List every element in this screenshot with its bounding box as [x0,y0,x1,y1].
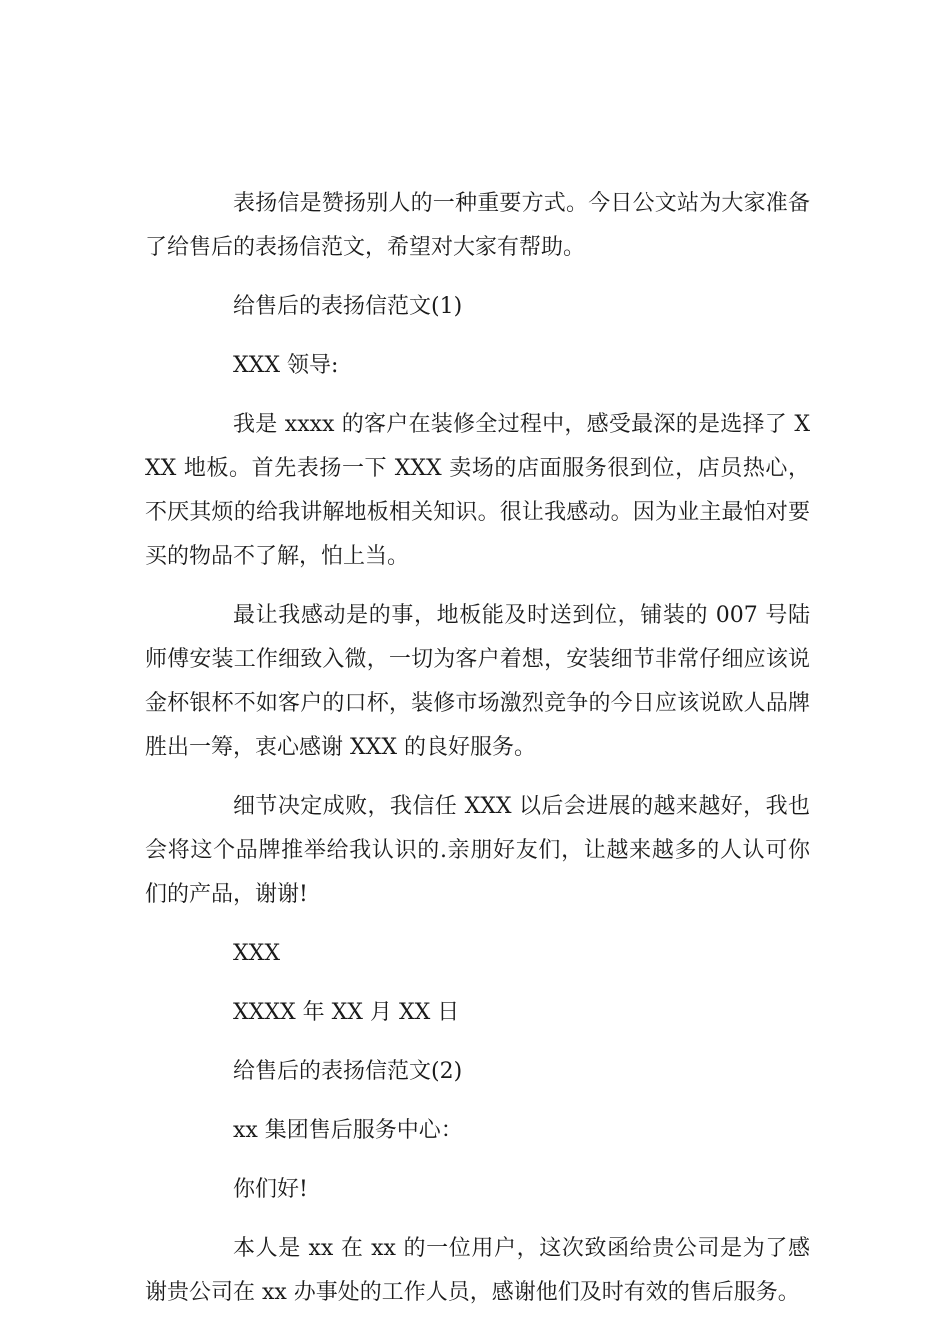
letter1-paragraph-3: 细节决定成败，我信任 XXX 以后会进展的越来越好，我也会将这个品牌推举给我认识的.亲朋好友们，让越来越多的人认可你们的产品，谢谢! [145,794,810,907]
letter1-salutation: XXX 领导: [233,353,339,378]
letter2-recipient: xx 集团售后服务中心： [233,1118,463,1143]
letter1-signature: XXX [233,941,280,966]
document-body [145,182,810,1330]
letter2-greeting: 你们好! [233,1177,308,1202]
letter1-heading: 给售后的表扬信范文(1) [233,294,463,319]
letter2-paragraph-1: 本人是 xx 在 xx 的一位用户，这次致函给贵公司是为了感谢贵公司在 xx 办事处的工作人员，感谢他们及时有效的售后服务。 [145,1236,810,1305]
letter2-heading: 给售后的表扬信范文(2) [233,1059,463,1084]
letter1-paragraph-2: 最让我感动是的事，地板能及时送到位，铺装的 007 号陆师傅安装工作细致入微，一切为客户着想，安装细节非常仔细应该说金杯银杯不如客户的口杯，装修市场激烈竞争的今日应该说欧人品牌胜出一筹，衷心感谢 XXX 的良好服务。 [145,603,810,760]
letter1-paragraph-1: 我是 xxxx 的客户在装修全过程中，感受最深的是选择了 XXX 地板。首先表扬一下 XXX 卖场的店面服务很到位，店员热心，不厌其烦的给我讲解地板相关知识。很让我感动。因为业主最怕对要买的物品不了解，怕上当。 [145,412,810,569]
intro-paragraph: 表扬信是赞扬别人的一种重要方式。今日公文站为大家准备了给售后的表扬信范文，希望对大家有帮助。 [145,191,810,260]
letter1-date: XXXX 年 XX 月 XX 日 [233,1000,460,1025]
